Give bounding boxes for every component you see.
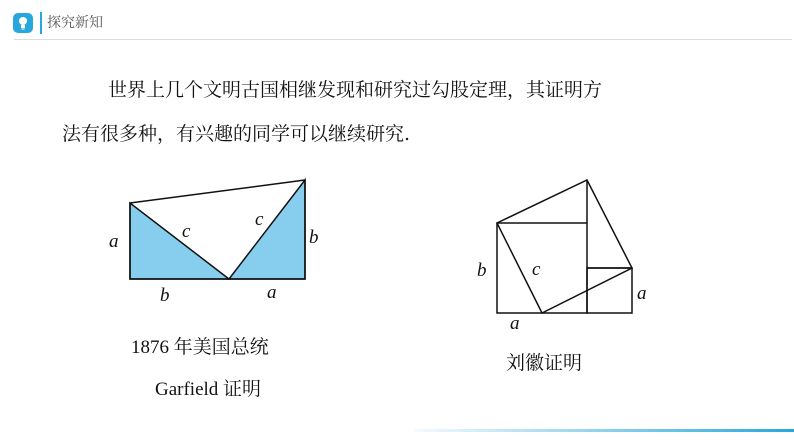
label-a-bottom: a — [267, 282, 277, 303]
square-b — [497, 223, 587, 313]
label-b-left: b — [477, 260, 487, 281]
label-c-mid: c — [532, 259, 541, 280]
liuhui-proof-figure — [470, 172, 670, 337]
left-right-triangle — [130, 203, 229, 279]
garfield-caption-line-1: 1876 年美国总统 — [131, 337, 269, 358]
right-right-triangle — [229, 180, 305, 279]
header-bar — [0, 0, 794, 44]
square-a — [587, 268, 632, 313]
label-c-right: c — [255, 209, 264, 230]
label-b-right: b — [309, 227, 319, 248]
label-a-left: a — [109, 231, 119, 252]
label-a-bottom: a — [510, 313, 520, 334]
paragraph-line-2: 法有很多种，有兴趣的同学可以继续研究. — [62, 123, 411, 145]
square-c — [497, 180, 632, 313]
label-b-bottom: b — [160, 285, 170, 305]
label-c-left: c — [182, 221, 191, 242]
header-divider — [14, 39, 792, 40]
paragraph-line-1: 世界上几个文明古国相继发现和研究过勾股定理，其证明方 — [108, 79, 603, 101]
section-title: 探究新知 — [40, 12, 103, 34]
liuhui-caption: 刘徽证明 — [506, 353, 583, 374]
label-a-right: a — [637, 283, 647, 304]
lightbulb-icon — [13, 13, 33, 33]
garfield-proof-figure — [100, 170, 330, 305]
footer-accent-bar — [415, 429, 794, 432]
garfield-caption-line-2: Garfield 证明 — [155, 379, 262, 400]
